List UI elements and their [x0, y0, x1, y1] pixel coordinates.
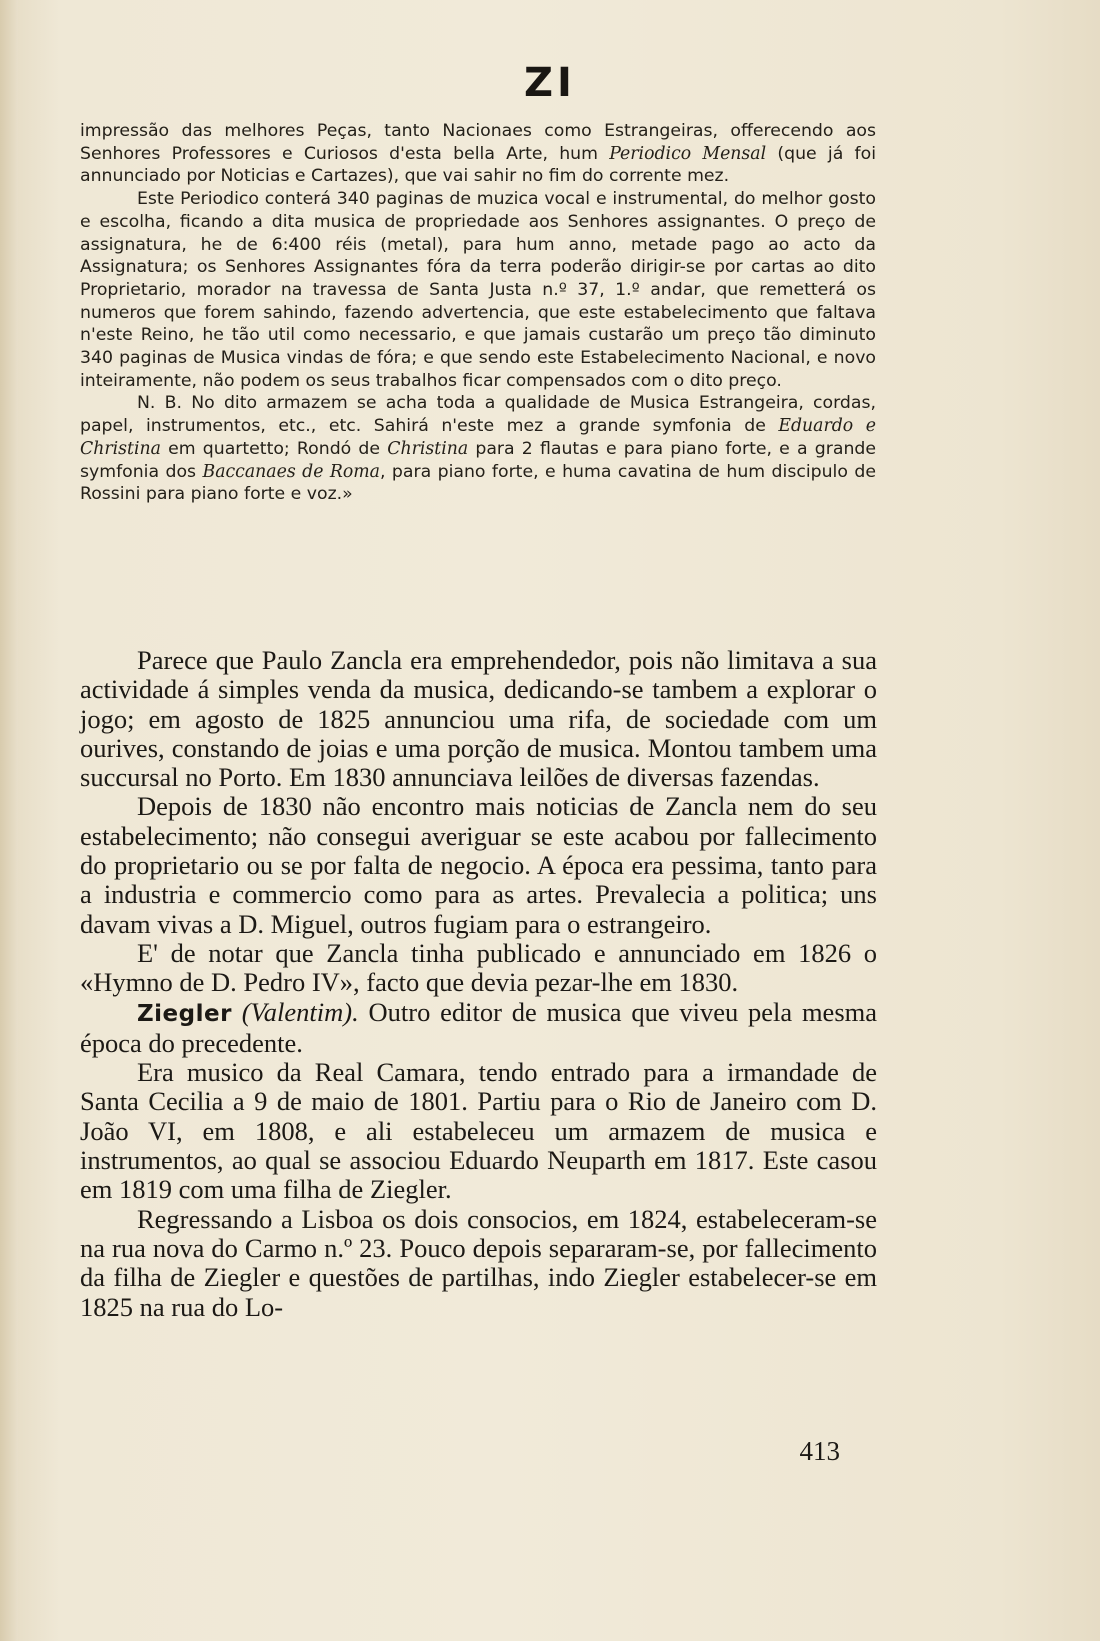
quote-text: para 2 flautas e para piano forte, e a grande symfonia dos	[80, 438, 876, 482]
page-number: 413	[799, 1436, 840, 1466]
body-paragraph-3: E' de notar que Zancla tinha publicado e annunciado em 1826 o «Hymno de D. Pedro IV», facto que devia pezar-lhe em 1830.	[80, 937, 877, 998]
main-text	[80, 646, 877, 1322]
quote-paragraph-1	[80, 120, 876, 188]
entry-headword: Ziegler	[137, 1000, 232, 1027]
work-title: Eduardo e Christina	[80, 416, 876, 459]
quote-paragraph-3	[80, 392, 876, 506]
body-paragraph-5: Era musico da Real Camara, tendo entrado para a irmandade de Santa Cecilia a 9 de maio de 1801. Partiu para o Rio de Janeiro com D. João VI, em 1808, e ali estabeleceu um armazem de musica e instrumentos, ao qual se associou Eduardo Neuparth em 1817. Este casou em 1819 com uma filha de Ziegler.	[80, 1057, 877, 1205]
running-header: ZI	[524, 60, 576, 106]
body-paragraph-1: Parece que Paulo Zancla era emprehendedor, pois não limitava a sua actividade á simples venda da musica, dedicando-se tambem a explorar o jogo; em agosto de 1825 annunciou uma rifa, de sociedade com um ourives, constando de joias e uma porção de musica. Montou tambem uma succursal no Porto. Em 1830 annunciava leilões de diversas fazendas.	[80, 645, 877, 793]
page-edge	[0, 0, 18, 1641]
work-title: Baccanaes de Roma	[202, 461, 380, 482]
entry-text: Outro editor de musica que viveu pela mesma época do precedente.	[80, 996, 878, 1058]
quote-paragraph-2: Este Periodico conterá 340 paginas de muzica vocal e instrumental, do melhor gosto e escolha, ficando a dita musica de propriedade aos Senhores assignantes. O preço de assignatura, he de 6:400 réis (metal), para hum anno, metade pago ao acto da Assignatura; os Senhores Assignantes fóra da terra poderão dirigir-se por cartas ao dito Proprietario, morador na travessa de Santa Justa n.º 37, 1.º andar, que remetterá os numeros que forem sahindo, fazendo advertencia, que este estabelecimento que faltava n'este Reino, he tão util como necessario, e que jamais custarão um preço tão diminuto 340 paginas de Musica vindas de fóra; e que sendo este Estabelecimento Nacional, e novo inteiramente, não podem os seus trabalhos ficar compensados com o dito preço.	[80, 189, 876, 391]
entry-ziegler	[80, 998, 877, 1059]
work-title: Christina	[387, 438, 469, 459]
quote-text: , para piano forte, e huma cavatina de hum discipulo de Rossini para piano forte e voz.»	[80, 461, 876, 505]
body-paragraph-6: Regressando a Lisboa os dois consocios, em 1824, estabeleceram-se na rua nova do Carmo n.º 23. Pouco depois separaram-se, por fallecimento da filha de Ziegler e questões de partilhas, indo Ziegler estabelecer-se em 1825 na rua do Lo-	[80, 1203, 877, 1322]
periodical-title: Periodico Mensal	[609, 143, 767, 164]
quote-text: (que já foi annunciado por Noticias e Cartazes), que vai sahir no fim do corrente mez.	[80, 143, 876, 187]
entry-given-name: (Valentim).	[231, 996, 359, 1027]
quote-text: N. B. No dito armazem se acha toda a qualidade de Musica Estrangeira, cordas, papel, instrumentos, etc., etc. Sahirá n'este mez a grande symfonia de	[80, 393, 876, 437]
quote-text: em quartetto; Rondó de	[160, 438, 388, 459]
body-paragraph-2: Depois de 1830 não encontro mais noticias de Zancla nem do seu estabelecimento; não consegui averiguar se este acabou por fallecimento do proprietario ou se por falta de negocio. A época era pessima, tanto para a industria e commercio como para as artes. Prevalecia a politica; uns davam vivas a D. Miguel, outros fugiam para o estrangeiro.	[80, 791, 877, 939]
quote-text: impressão das melhores Peças, tanto Nacionaes como Estrangeiras, offerecendo aos Senhores Professores e Curiosos d'esta bella Arte, hum	[80, 121, 876, 164]
quoted-advertisement	[80, 120, 876, 506]
